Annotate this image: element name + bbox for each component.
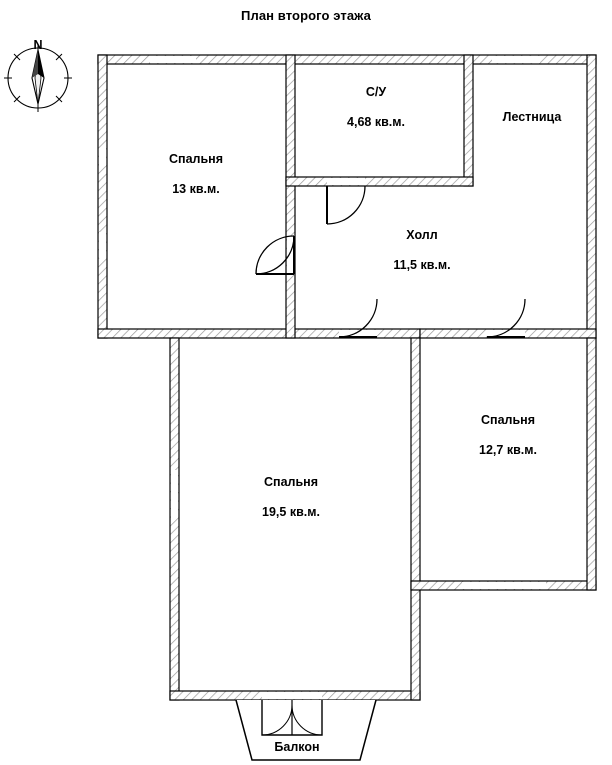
room-label-balcony: Балкон bbox=[274, 740, 320, 754]
room-label-bedroom-bottom: Спальня 19,5 кв.м. bbox=[262, 475, 320, 520]
room-label-bedroom-top-left: Спальня 13 кв.м. bbox=[169, 152, 223, 197]
room-label-bedroom-right: Спальня 12,7 кв.м. bbox=[479, 413, 537, 458]
room-label-hall: Холл 11,5 кв.м. bbox=[393, 228, 451, 273]
page-title: План второго этажа bbox=[241, 8, 371, 23]
compass-label: N bbox=[33, 38, 43, 52]
room-label-bathroom: С/У 4,68 кв.м. bbox=[347, 85, 405, 130]
room-label-staircase: Лестница bbox=[502, 110, 562, 124]
compass-north-icon bbox=[4, 44, 72, 112]
